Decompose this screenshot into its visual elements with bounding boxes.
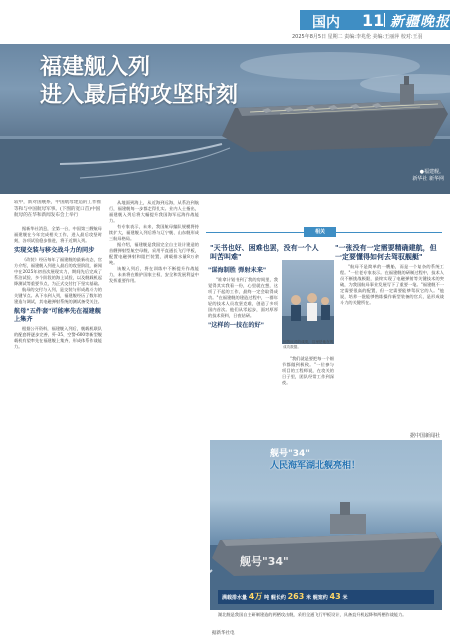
hero-headline-line2: 进入最后的攻坚时刻: [40, 83, 239, 108]
stats-beam: 43: [329, 592, 341, 601]
ship-headline: [270, 448, 360, 472]
article-subheading: 航母"五件套"可能率先在福建舰上集齐: [14, 307, 101, 323]
stats-label: 吨 舰长约: [264, 595, 286, 601]
article-paragraph: 根据公开资料，福建舰入列后，舰载机联队的配套将逐步完善，歼-35、空警-600等新型舰载机有望率先在福建舰上集齐，形成体系作战能力。: [14, 325, 102, 349]
issue-meta: 2025年8月5日 星期二 责编:李兆伦 美编:王丽萍 校对:王羽: [292, 34, 423, 40]
stats-displacement: 4万: [248, 592, 263, 601]
article-paragraph: 该舰入列后，将在训练中不断提升作战能力，未来将在维护国家主权、安全和发展利益中发挥重要作用。: [109, 266, 199, 283]
stats-label: 米: [342, 595, 348, 601]
ship-caption-text: 湖北舰是我国自主研制建造的两栖攻击舰，采用全通飞行甲板设计，具备直升机起降和两栖作战能力。: [218, 612, 407, 617]
article-column-1: [14, 200, 102, 630]
related-column-mid: [282, 356, 334, 436]
ship-headline-line2: 人民海军湖北舰亮相！: [270, 461, 361, 471]
stats-label: 满载排水量: [222, 595, 248, 601]
article-paragraph: 据介绍，福建舰是我国完全自主设计建造的首艘弹射型航空母舰，采用平直通长飞行甲板，配置电磁弹射和阻拦装置，满载排水量8万余吨。: [109, 242, 199, 265]
related-subheading: "谋海制胜 弹射未来": [208, 267, 267, 274]
paper-logo: 新疆晚报: [390, 14, 450, 30]
masthead: [0, 0, 450, 44]
ship-headline-line1: 舰号"34": [270, 449, 310, 459]
article-paragraph: 有专家表示，未来，我国航母编队规模将持续扩大，福建舰入列后将与辽宁舰、山东舰形成三航母格局。: [109, 224, 199, 241]
related-headline-left: "天书也好、困难也罢，没有一个人叫苦叫难": [210, 244, 319, 261]
article-intro: 较中，新对国舰系，中国航母建造的工作推等和与中国航母军事。(下图的宽口首)中国航母的在华和新闻发布会上举行: [14, 200, 102, 218]
hero-photo-credit: [412, 169, 444, 183]
article-paragraph: 据新华社消息，全第一台，中国第三艘航母福建舰在今年完成相关工作，进入最后攻坚时刻，各项试验稳步推进，将于近期入列。: [14, 225, 102, 243]
amphibious-ship-photo: [210, 440, 442, 610]
hero-photo: [0, 44, 450, 194]
related-tag: 相关: [304, 227, 336, 237]
page-number: 11: [362, 11, 385, 30]
inset-caption: 回答反对的成绩，这里是他在的成功数据。: [283, 340, 334, 349]
ship-stats-bar: [218, 590, 434, 604]
related-column-right: [340, 264, 444, 434]
article-paragraph: 《改装》经历每年了福建舰的最新动态，官方介绍，福建舰入列进入最后的攻坚阶段，新闻中在2025年初首次展现实力，期间先后完成了系泊试验、多个阶段的海上试验，以及舰载机起降测试等重要节点，为正式交付打下坚实基础。: [14, 256, 102, 286]
section-label: 国内: [312, 15, 340, 31]
related-headline-right: "一张没有一定需要精确建航，但一定要懂得如何去驾驭舰艇": [335, 244, 437, 261]
article-paragraph: 从地面到海上，从近海到远海，从系泊到航行，福建舰每一步都走得扎实。业内人士指出，福建舰入列后将大幅提升我国海军远海作战能力。: [109, 200, 199, 223]
related-column-left: [208, 264, 278, 434]
hull-number: 舰号"34": [240, 555, 289, 568]
related-paragraph: "我们就是要把每一个细节都做到极致。"一位参与项目的工程师说，在攻关的日子里，团队经常工作到深夜。: [282, 356, 334, 385]
hero-credit-line1: ●福建舰。: [419, 169, 444, 175]
related-paragraph: "航母不是简单的一艘船，而是一个复杂的系统工程。"一位老专家表示。在福建舰的研制过程中，技术人员不断挑战极限，最终实现了电磁弹射等关键技术的突破，为我国航母事业发展写下了重要一笔。"福建舰不一定需要很高的配置，但一定需要能够驾驭它的人。"他说，培养一批能够熟练操作新型装备的官兵，是形成战斗力的关键所在。: [340, 264, 444, 305]
inset-crew-illustration: [282, 260, 334, 344]
masthead-divider: [384, 13, 385, 27]
inset-photo: [282, 260, 334, 344]
article-subheading: 实现交装与移交战斗力的同步: [14, 246, 95, 254]
related-paragraph: "谁拿计划书到了我的房间里，我觉得其实我看一份，心里就在想，这项了不起的工作，最终一定会取得成功。"在福建舰的建造过程中，一群年轻的技术人员攻坚克难，创造了多项国内首次。他们从零起步，面对厚厚的技术资料，日夜钻研。: [208, 277, 278, 318]
related-subheading: "这样的一技在的好": [208, 322, 264, 329]
stats-length: 263: [287, 592, 305, 601]
hero-headline: [40, 54, 238, 110]
hero-credit-line2: 新华社 新华网: [412, 176, 444, 182]
article-column-2: [109, 200, 199, 630]
ship-credit: 据新华社电: [212, 631, 235, 636]
stats-label: 米 舰宽约: [306, 595, 328, 601]
hero-headline-line1: 福建舰入列: [40, 55, 151, 80]
related-byline: 据中国新闻社: [409, 433, 440, 439]
article-paragraph: 航母的交付与入列，是交装与形成战斗力的关键节点。从下水到入列，福建舰经历了数年的建造与调试，其电磁弹射系统的测试备受关注。: [14, 286, 102, 304]
ship-caption: [210, 612, 442, 634]
